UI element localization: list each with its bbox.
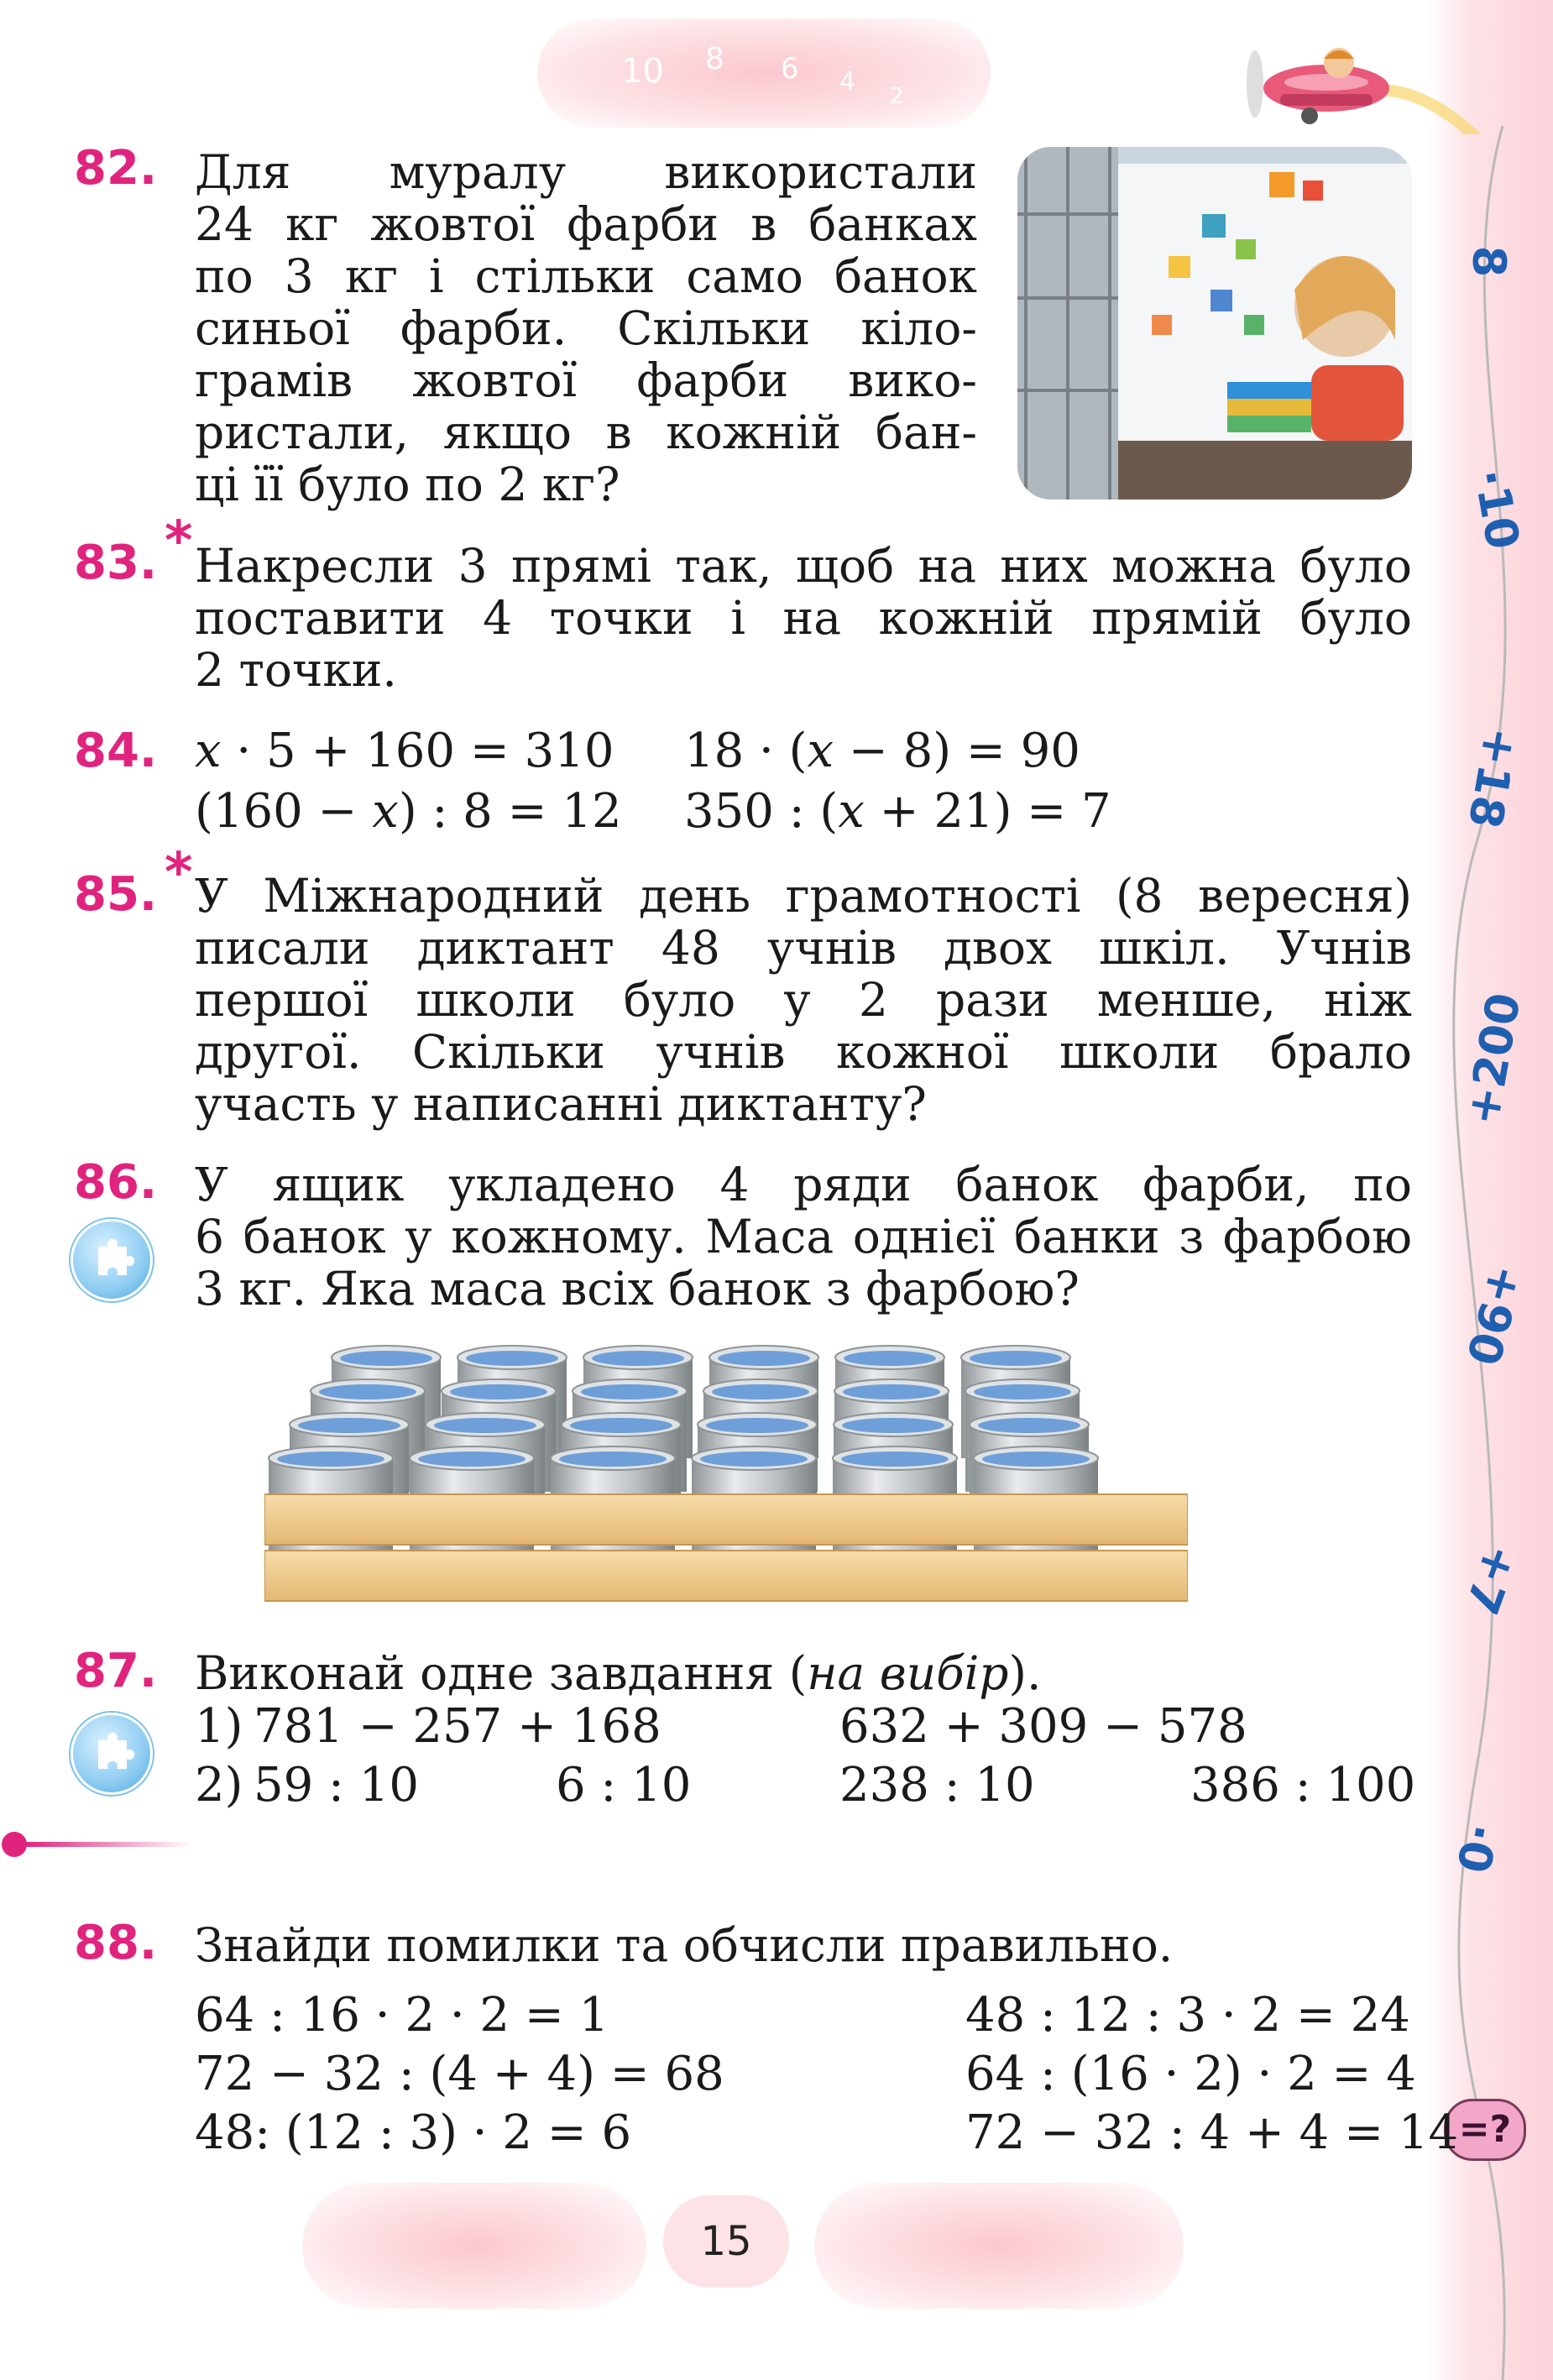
equation-part: 350 : ( (684, 784, 839, 839)
expression: 238 : 10 (839, 1758, 1035, 1812)
problem-87-intro (195, 1647, 1041, 1699)
answer-badge: =? (1444, 2099, 1526, 2161)
puzzle-icon (71, 1713, 153, 1795)
expression: 72 − 32 : (4 + 4) = 68 (195, 2047, 724, 2101)
header-cloud (537, 18, 991, 128)
problem-85-line: другої. Скільки учнів кожної школи брало (195, 1025, 1412, 1079)
problem-86-line: У ящик укладено 4 ряди банок фарби, по (195, 1158, 1412, 1211)
variable-x: x (372, 784, 399, 839)
expression: 64 : (16 · 2) · 2 = 4 (965, 2047, 1416, 2101)
header-digit: 8 (705, 42, 724, 76)
task-87-2-label: 2) (195, 1758, 243, 1812)
expression: 64 : 16 · 2 · 2 = 1 (195, 1988, 609, 2043)
problem-85-text (195, 870, 1412, 1130)
problem-85-line: У Міжнародний день грамотності (8 вересня) (195, 869, 1412, 923)
expression: 781 − 257 + 168 (254, 1699, 661, 1754)
side-band-value: 8 (1462, 245, 1516, 278)
paint-cans-crate-image (264, 1339, 1188, 1608)
side-band-value: ·10 (1463, 464, 1530, 554)
header-digit: 2 (890, 84, 904, 109)
expression: 6 : 10 (556, 1758, 692, 1812)
problem-88-number: 88. (74, 1916, 158, 1970)
problem-85-line: першої школи було у 2 рази менше, ніж (195, 973, 1412, 1027)
header-digit: 6 (781, 52, 799, 86)
problem-88-intro: Знайди помилки та обчисли правильно. (195, 1918, 1174, 1972)
problem-83-line: Накресли 3 прямі так, щоб на них можна було (195, 539, 1412, 593)
variable-x: x (807, 724, 834, 778)
equation-84-1 (195, 725, 614, 777)
challenge-star-icon: * (165, 510, 193, 573)
expression: 72 − 32 : 4 + 4 = 14 (965, 2105, 1459, 2160)
divider-dot (2, 1832, 27, 1857)
side-band-value: +200 (1456, 989, 1531, 1129)
mural-illustration (1017, 147, 1412, 500)
side-band-value: +7 (1454, 1537, 1529, 1622)
page-number: 15 (663, 2195, 789, 2288)
puzzle-icon (71, 1219, 153, 1301)
problem-83-line: 2 точки. (195, 643, 397, 697)
problem-87-number: 87. (74, 1644, 158, 1698)
header-digit: 10 (621, 52, 664, 91)
problem-83-number: 83. (74, 536, 158, 590)
mural-photo (1017, 147, 1412, 500)
side-band-value: +90 (1456, 1259, 1534, 1371)
intro-emphasis: на вибір (807, 1646, 1009, 1700)
problem-82-line: синьої фарби. Скільки кіло- (195, 301, 977, 355)
side-band-value: ·0 (1446, 1819, 1508, 1877)
divider-line (25, 1842, 193, 1847)
side-band-value: +18 (1457, 723, 1528, 833)
equation-part: · 5 + 160 = 310 (236, 724, 614, 778)
equation-84-3 (195, 786, 622, 838)
problem-86-number: 86. (74, 1155, 158, 1210)
equation-84-2 (684, 725, 1080, 777)
challenge-star-icon: * (165, 842, 193, 904)
variable-x: x (195, 724, 222, 778)
variable-x: x (838, 784, 865, 839)
expression: 632 + 309 − 578 (839, 1699, 1247, 1754)
side-band (1427, 0, 1553, 2380)
problem-82-line: ці її було по 2 кг? (195, 458, 620, 511)
side-band-curve (1427, 0, 1553, 2380)
problem-82-line: по 3 кг і стільки само банок (195, 249, 977, 303)
footer-cloud-right (814, 2183, 1184, 2309)
equation-part: + 21) = 7 (864, 784, 1111, 839)
airplane-illustration (1230, 17, 1482, 134)
expression: 386 : 100 (1190, 1758, 1416, 1812)
crate-svg (264, 1339, 1188, 1608)
problem-84-number: 84. (74, 724, 158, 778)
equation-part: ) : 8 = 12 (398, 784, 622, 839)
footer-cloud-left (302, 2183, 646, 2309)
equation-part: − 8) = 90 (834, 724, 1080, 778)
problem-82-line: ристали, якщо в кожній бан- (195, 405, 977, 459)
problem-85-number: 85. (74, 867, 158, 922)
equation-84-4 (684, 786, 1111, 838)
equation-part: 18 · ( (684, 724, 808, 778)
problem-82-text (195, 146, 977, 510)
expression: 48 : 12 : 3 · 2 = 24 (965, 1988, 1410, 2043)
problem-86-text (195, 1159, 1412, 1315)
problem-82-line: Для муралу використали (195, 145, 977, 199)
intro-text: ). (1008, 1646, 1042, 1700)
problem-85-line: участь у написанні диктанту? (195, 1077, 927, 1131)
expression: 59 : 10 (254, 1758, 419, 1812)
problem-83-text (195, 540, 1412, 696)
header-digit: 4 (839, 67, 856, 97)
problem-82-line: грамів жовтої фарби вико- (195, 353, 977, 407)
intro-text: Виконай одне завдання ( (195, 1646, 808, 1700)
problem-82-line: 24 кг жовтої фарби в банках (195, 197, 977, 251)
problem-82-number: 82. (74, 141, 158, 196)
problem-86-line: 6 банок у кожному. Маса однієї банки з фарбою (195, 1210, 1412, 1263)
problem-86-line: 3 кг. Яка маса всіх банок з фарбою? (195, 1262, 1080, 1316)
problem-85-line: писали диктант 48 учнів двох шкіл. Учнів (195, 921, 1412, 975)
problem-83-line: поставити 4 точки і на кожній прямій було (195, 591, 1412, 645)
task-87-1-label: 1) (195, 1699, 243, 1754)
expression: 48: (12 : 3) · 2 = 6 (195, 2105, 632, 2160)
section-divider (0, 1832, 193, 1857)
equation-part: (160 − (195, 784, 373, 839)
